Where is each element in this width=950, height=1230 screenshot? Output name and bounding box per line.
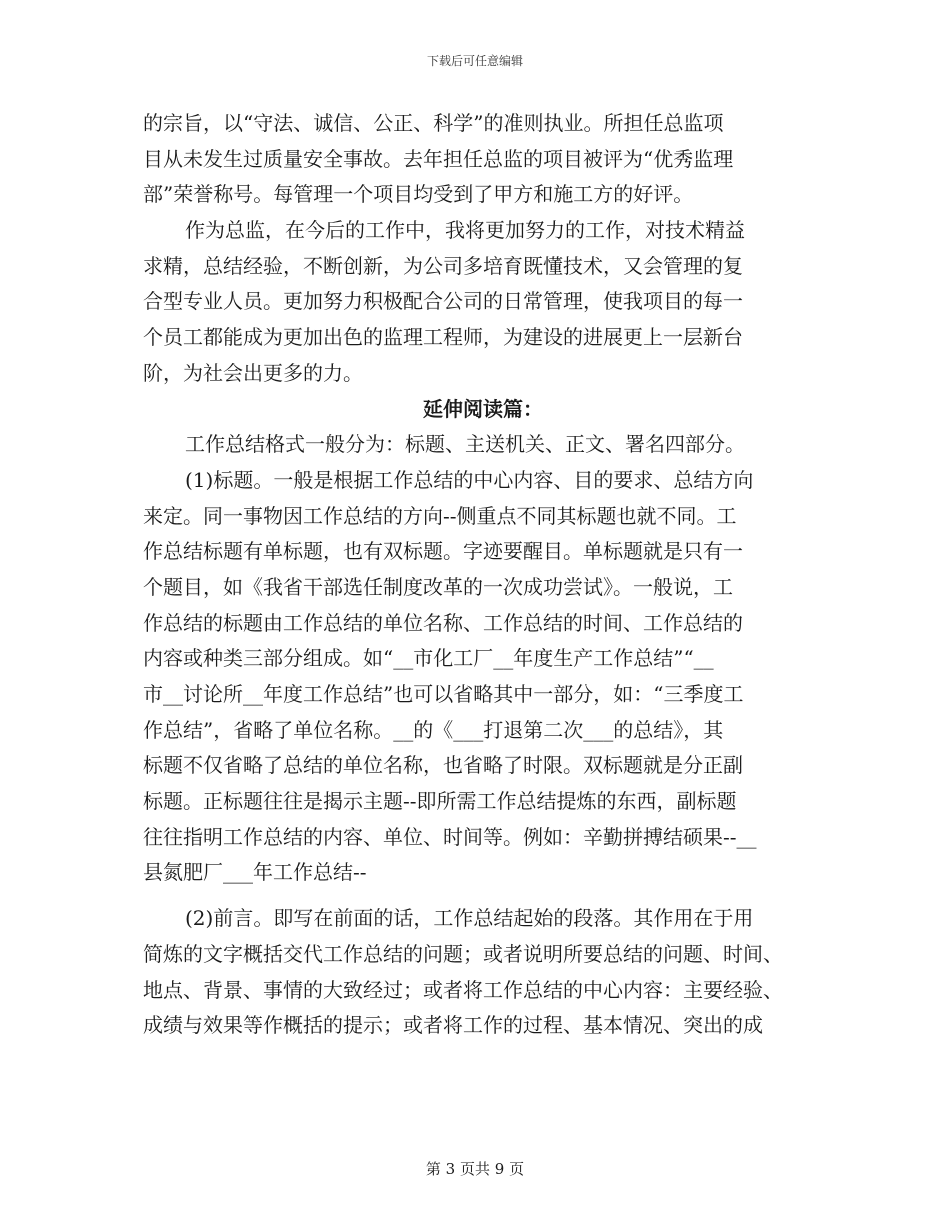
text-line: 合型专业人员。更加努力积极配合公司的日常管理，使我项目的每一 bbox=[143, 289, 743, 314]
text-line: 作总结”，省略了单位名称。__的《___打退第二次___的总结》，其 bbox=[143, 717, 724, 742]
text-line: 内容或种类三部分组成。如“__市化工厂__年度生产工作总结”“__ bbox=[143, 646, 714, 671]
section-heading: 延伸阅读篇： bbox=[423, 396, 543, 421]
paragraph-start-line: (1)标题。一般是根据工作总结的中心内容、目的要求、总结方向 bbox=[185, 467, 754, 492]
text-line: 作总结标题有单标题，也有双标题。字迹要醒目。单标题就是只有一 bbox=[143, 539, 743, 564]
paragraph-gap bbox=[143, 891, 823, 901]
text-line: 作总结的标题由工作总结的单位名称、工作总结的时间、工作总结的 bbox=[143, 610, 743, 635]
text-line: 往往指明工作总结的内容、单位、时间等。例如：辛勤拼搏结硕果--__ bbox=[143, 824, 757, 849]
text-line: 求精，总结经验，不断创新，为公司多培育既懂技术，又会管理的复 bbox=[143, 253, 743, 278]
text-line: 成绩与效果等作概括的提示；或者将工作的过程、基本情况、突出的成 bbox=[143, 1013, 763, 1038]
page-footer: 第 3 页共 9 页 bbox=[425, 1160, 525, 1178]
text-line: 目从未发生过质量安全事故。去年担任总监的项目被评为“优秀监理 bbox=[143, 146, 734, 171]
paragraph-start-line: 工作总结格式一般分为：标题、主送机关、正文、署名四部分。 bbox=[185, 432, 745, 457]
page-header: 下载后可任意编辑 bbox=[426, 54, 523, 68]
text-line: 市__讨论所__年度工作总结”也可以省略其中一部分，如：“三季度工 bbox=[143, 682, 744, 706]
text-line: 标题。正标题往往是揭示主题--即所需工作总结提炼的东西，副标题 bbox=[143, 789, 737, 814]
text-line: 标题不仅省略了总结的单位名称，也省略了时限。双标题就是分正副 bbox=[143, 753, 743, 778]
text-line: 来定。同一事物因工作总结的方向--侧重点不同其标题也就不同。工 bbox=[143, 503, 737, 528]
paragraph-start-line: 作为总监，在今后的工作中，我将更加努力的工作，对技术精益 bbox=[185, 218, 745, 243]
paragraph-start-line: (2)前言。即写在前面的话，工作总结起始的段落。其作用在于用 bbox=[185, 906, 754, 931]
text-line: 阶，为社会出更多的力。 bbox=[143, 360, 363, 385]
text-line: 地点、背景、事情的大致经过；或者将工作总结的中心内容：主要经验、 bbox=[143, 977, 783, 1002]
text-line: 简炼的文字概括交代工作总结的问题；或者说明所要总结的问题、时间、 bbox=[143, 941, 783, 966]
text-line: 的宗旨，以“守法、诚信、公正、科学”的准则执业。所担任总监项 bbox=[143, 111, 724, 135]
document-body bbox=[143, 106, 823, 1044]
text-line: 个题目，如《我省干部选任制度改革的一次成功尝试》。一般说，工 bbox=[143, 574, 733, 599]
text-line: 部”荣誉称号。每管理一个项目均受到了甲方和施工方的好评。 bbox=[143, 182, 694, 207]
text-line: 县氮肥厂___年工作总结-- bbox=[143, 860, 367, 885]
text-line: 个员工都能成为更加出色的监理工程师，为建设的进展更上一层新台 bbox=[143, 325, 743, 350]
